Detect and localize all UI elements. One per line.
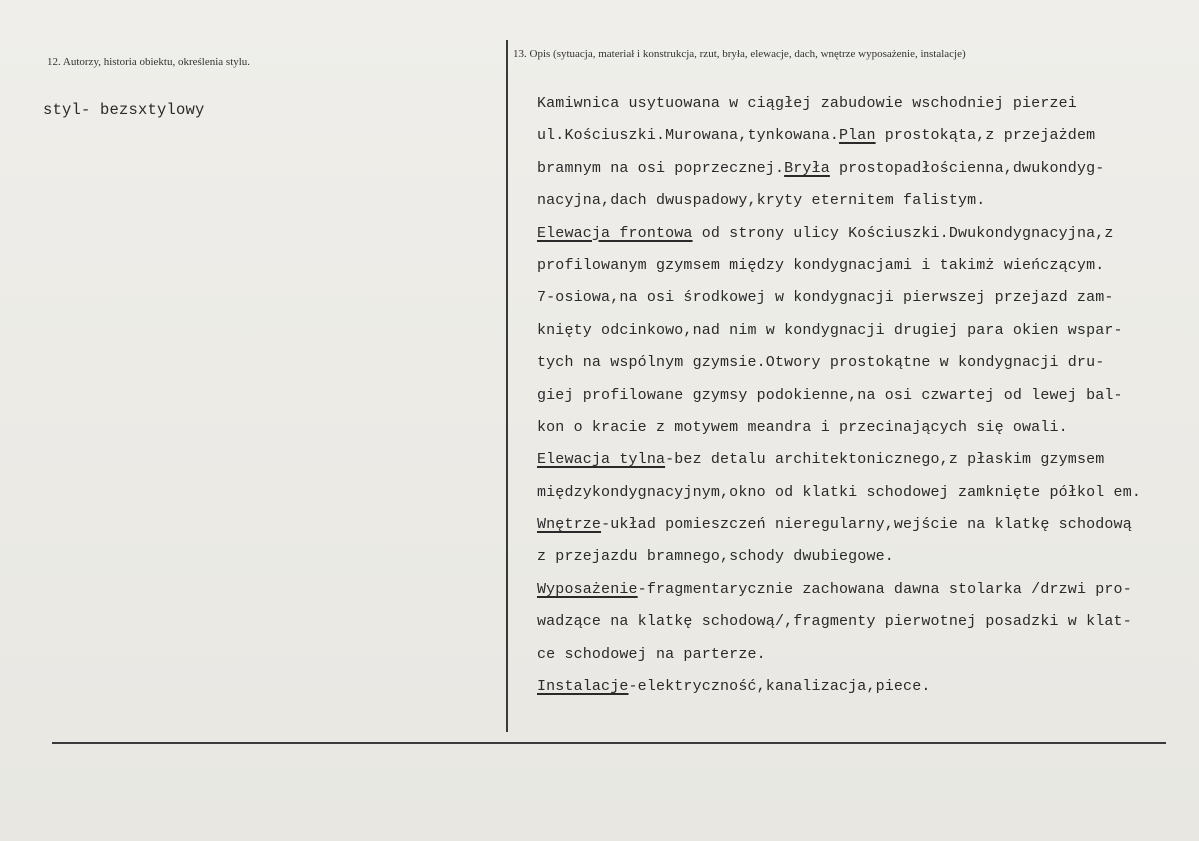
line-pre: ce schodowej na parterze.: [537, 645, 766, 663]
description-line: [537, 639, 1177, 671]
line-heading: Wnętrze: [537, 516, 602, 534]
description-line: [537, 444, 1177, 476]
description-line: [537, 282, 1177, 314]
line-post: od strony ulicy Kościuszki.Dwukondygnacyjna,z: [692, 224, 1114, 242]
line-pre: bramnym na osi poprzecznej.: [537, 159, 785, 177]
line-heading: Plan: [839, 127, 876, 145]
line-pre: tych na wspólnym gzymsie.Otwory prostokątne w kondygnacji dru-: [537, 354, 1105, 372]
column-divider: [506, 40, 508, 732]
line-pre: z przejazdu bramnego,schody dwubiegowe.: [537, 548, 894, 566]
description-line: [537, 185, 1177, 217]
line-pre: nacyjna,dach dwuspadowy,kryty eternitem falistym.: [537, 192, 986, 210]
section-12-header: 12. Autorzy, historia obiektu, określenia stylu.: [47, 56, 251, 68]
description-body: [537, 88, 1177, 703]
line-heading: Elewacja tylna: [537, 451, 666, 469]
line-heading: Elewacja frontowa: [537, 224, 693, 242]
line-heading: Instalacje: [537, 678, 629, 696]
description-line: [537, 541, 1177, 573]
line-pre: knięty odcinkowo,nad nim w kondygnacji drugiej para okien wspar-: [537, 321, 1123, 339]
description-line: [537, 347, 1177, 379]
description-line: [537, 606, 1177, 638]
line-post: prostopadłościenna,dwukondyg-: [829, 159, 1105, 177]
description-line: [537, 218, 1177, 250]
description-line: [537, 380, 1177, 412]
line-pre: profilowanym gzymsem między kondygnacjami i takimż wieńczącym.: [537, 256, 1105, 274]
line-pre: 7-osiowa,na osi środkowej w kondygnacji pierwszej przejazd zam-: [537, 289, 1114, 307]
line-pre: międzykondygnacyjnym,okno od klatki schodowej zamknięte półkol em.: [537, 483, 1141, 501]
description-line: [537, 574, 1177, 606]
line-post: prostokąta,z przejażdem: [875, 127, 1096, 145]
line-post: -elektryczność,kanalizacja,piece.: [628, 678, 931, 696]
line-post: -bez detalu architektonicznego,z płaskim gzymsem: [665, 451, 1105, 469]
description-line: [537, 120, 1177, 152]
description-line: [537, 153, 1177, 185]
description-line: [537, 671, 1177, 703]
bottom-rule: [52, 742, 1166, 744]
section-13-header: 13. Opis (sytuacja, materiał i konstrukcja, rzut, bryła, elewacje, dach, wnętrze wyposażenie, instalacje): [513, 48, 966, 60]
line-pre: ul.Kościuszki.Murowana,tynkowana.: [537, 127, 839, 145]
description-line: [537, 250, 1177, 282]
line-heading: Wyposażenie: [537, 580, 638, 598]
line-post: -układ pomieszczeń nieregularny,wejście na klatkę schodową: [601, 516, 1132, 534]
description-line: [537, 477, 1177, 509]
line-heading: Bryła: [784, 159, 830, 177]
description-line: [537, 412, 1177, 444]
description-line: [537, 315, 1177, 347]
line-pre: wadzące na klatkę schodową/,fragmenty pierwotnej posadzki w klat-: [537, 613, 1132, 631]
style-description: styl- bezsxtylowy: [43, 101, 205, 119]
description-line: [537, 509, 1177, 541]
line-post: -fragmentarycznie zachowana dawna stolarka /drzwi pro-: [637, 580, 1132, 598]
line-pre: giej profilowane gzymsy podokienne,na osi czwartej od lewej bal-: [537, 386, 1123, 404]
line-pre: Kamiwnica usytuowana w ciągłej zabudowie wschodniej pierzei: [537, 95, 1077, 112]
line-pre: kon o kracie z motywem meandra i przecinających się owali.: [537, 418, 1068, 436]
description-line: [537, 88, 1177, 120]
